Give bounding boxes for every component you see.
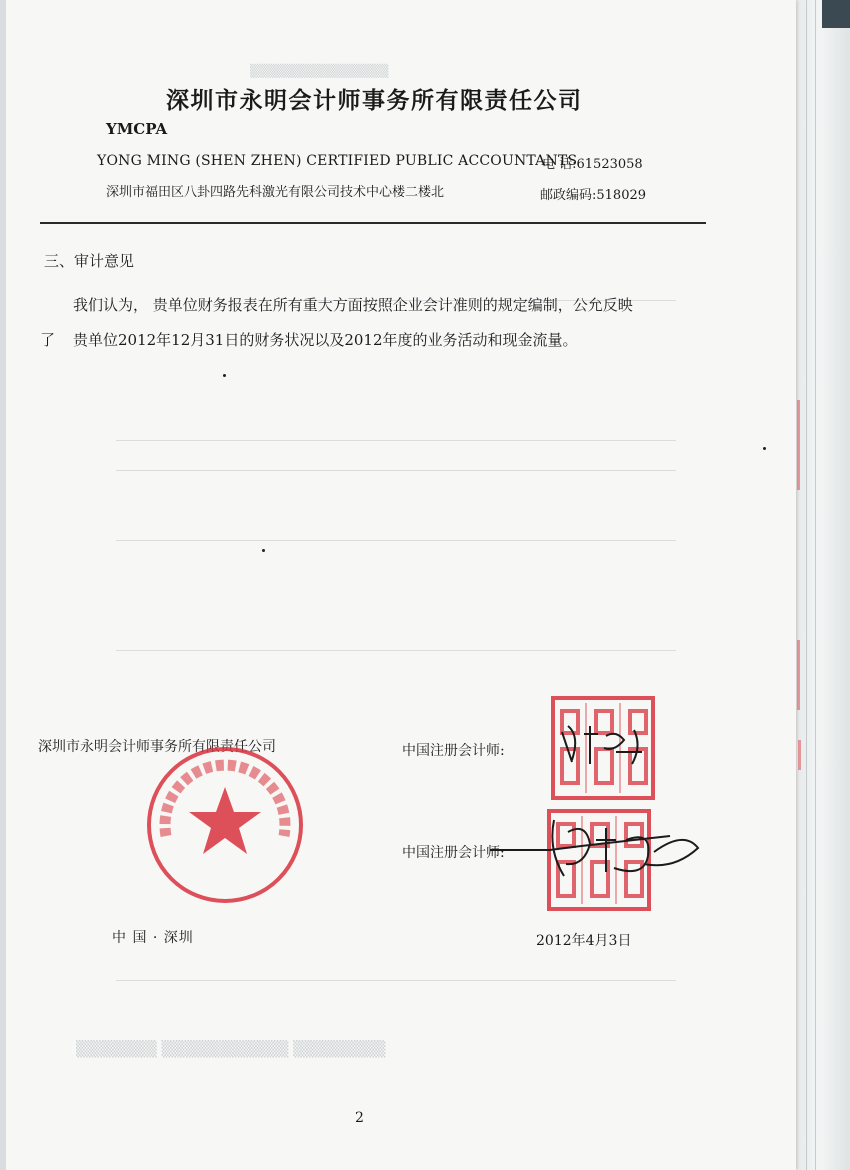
handwritten-signature-1 [554, 712, 664, 772]
ink-speck [763, 447, 766, 450]
scan-corner [822, 0, 850, 28]
page-edge-line [806, 0, 807, 1170]
postal-code: 邮政编码:518029 [540, 188, 647, 203]
handwritten-signature-2 [484, 810, 704, 888]
bleed-through-line [116, 470, 676, 471]
opinion-line-2-prefix: 了 [40, 331, 56, 349]
letterhead-divider [40, 222, 706, 224]
ink-speck [223, 374, 226, 377]
bleed-through-line [116, 540, 676, 541]
document-page [6, 0, 796, 1170]
ink-speck [262, 549, 265, 552]
signing-firm-name: 深圳市永明会计师事务所有限责任公司 [38, 739, 276, 755]
firm-address: 深圳市福田区八卦四路先科激光有限公司技术中心楼二楼北 [106, 185, 445, 200]
phone-number: 电 话:61523058 [542, 157, 643, 172]
edge-red-mark [797, 400, 800, 490]
bleed-through-line [116, 980, 676, 981]
cpa-signature-label-2: 中国注册会计师: [402, 845, 505, 861]
bleed-through-line [116, 440, 676, 441]
report-date: 2012年4月3日 [536, 933, 632, 949]
firm-name-title: 深圳市永明会计师事务所有限责任公司 [166, 88, 583, 114]
signing-location: 中 国 · 深圳 [112, 930, 194, 946]
bleed-through-text: ▒▒▒▒▒▒▒ ▒▒▒▒▒▒▒▒▒▒▒ ▒▒▒▒▒▒▒▒ [76, 1040, 386, 1058]
firm-name-english: YONG MING (SHEN ZHEN) CERTIFIED PUBLIC ACCOUNTANTS [97, 153, 578, 169]
section-heading: 三、审计意见 [44, 252, 135, 270]
bleed-through-line [116, 650, 676, 651]
page-edge-line [815, 0, 816, 1170]
edge-red-mark [797, 640, 800, 710]
page-number: 2 [355, 1110, 364, 1126]
edge-red-mark [798, 740, 801, 770]
cpa-signature-label-1: 中国注册会计师: [402, 743, 505, 759]
firm-abbreviation: YMCPA [106, 120, 168, 138]
opinion-line-2: 贵单位2012年12月31日的财务状况以及2012年度的业务活动和现金流量。 [73, 331, 578, 349]
round-company-seal-icon [144, 744, 306, 906]
opinion-line-1: 我们认为， 贵单位财务报表在所有重大方面按照企业会计准则的规定编制，公允反映 [73, 296, 633, 314]
bleed-through-text: ▒▒▒▒▒▒▒▒▒▒▒▒▒▒▒ [250, 64, 389, 78]
page-edge-strip [800, 0, 850, 1170]
